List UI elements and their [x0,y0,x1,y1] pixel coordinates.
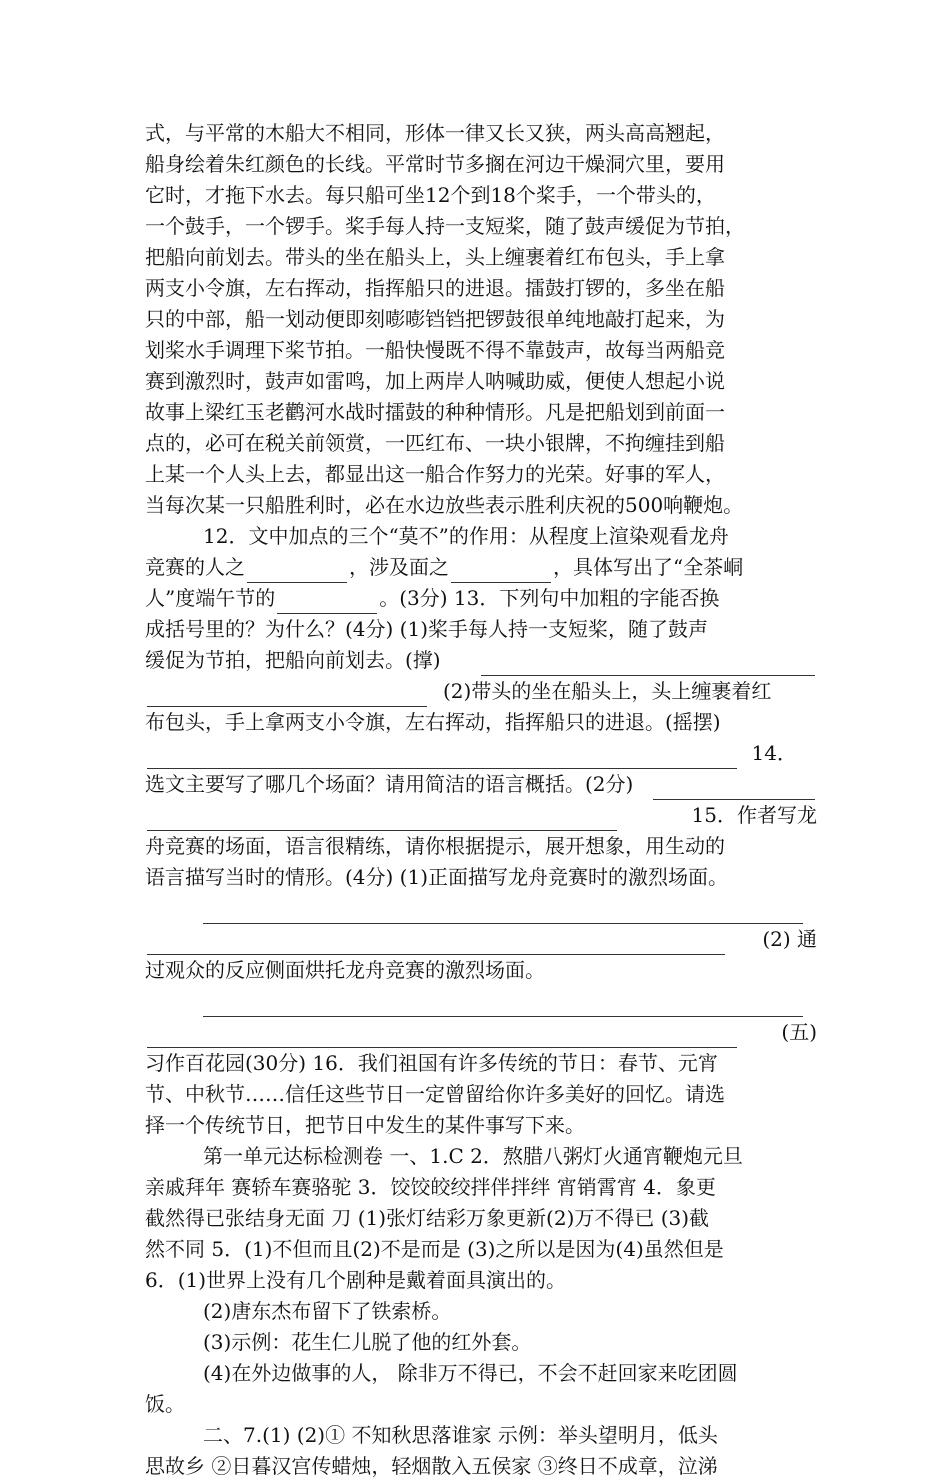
passage-line: 它时，才拖下水去。每只船可坐12个到18个桨手，一个带头的， [145,183,716,207]
answer-blank[interactable] [147,1029,737,1048]
section-5-number: (五) [781,1020,817,1044]
question-12-text: 竞赛的人之 [145,555,245,579]
question-13-line: 布包头，手上拿两支小令旗，左右挥动，指挥船只的进退。(摇摆) [145,710,721,734]
answer-blank[interactable] [147,688,427,707]
answer-key-line: (4)在外边做事的人， 除非万不得已，不会不赶回家来吃团圆 [203,1361,738,1385]
question-16-line: 择一个传统节日，把节日中发生的某件事写下来。 [145,1113,585,1137]
answer-blank[interactable] [147,936,725,955]
passage-line: 上某一个人头上去，都显出这一船合作努力的光荣。好事的军人， [145,462,725,486]
answer-key-line: 第一单元达标检测卷 一、1.C 2．熬腊八粥灯火通宵鞭炮元旦 [203,1144,743,1168]
question-15-line: 舟竞赛的场面，语言很精练，请你根据提示，展开想象，用生动的 [145,834,725,858]
passage-line: 船身绘着朱红颜色的长线。平常时节多搁在河边干燥洞穴里，要用 [145,152,725,176]
question-15-line [145,924,817,955]
question-12-text: 人”度端午节的 [145,586,276,610]
answer-key-line: 然不同 5．(1)不但而且(2)不是而是 (3)之所以是因为(4)虽然但是 [145,1237,724,1261]
question-12-text: 。(3分) 13．下列句中加粗的字能否换 [379,586,720,610]
answer-blank[interactable] [147,812,617,831]
question-14-number: 14． [751,741,797,765]
question-16-line: 习作百花园(30分) 16．我们祖国有许多传统的节日：春节、元宵 [145,1051,718,1075]
answer-blank[interactable] [481,657,815,676]
question-12-line [145,583,817,614]
passage-line: 当每次某一只船胜利时，必在水边放些表示胜利庆祝的500响鞭炮。 [145,493,744,517]
answer-key-line: 截然得已张结身无面 刀 (1)张灯结彩万象更新(2)万不得已 (3)截 [145,1206,710,1230]
answer-key-line: 6．(1)世界上没有几个剧种是戴着面具演出的。 [145,1268,567,1292]
question-13-line: 成括号里的？为什么？(4分) (1)桨手每人持一支短桨，随了鼓声 [145,617,709,641]
question-15-text: (2) 通 [762,927,817,951]
answer-blank[interactable] [203,905,803,924]
question-12-text: ，具体写出了“全茶峒 [553,555,744,579]
passage-line: 式，与平常的木船大不相同，形体一律又长又狭，两头高高翘起， [145,121,725,145]
answer-blank[interactable] [451,564,551,583]
question-13-text: (2)带头的坐在船头上，头上缠裹着红 [443,679,772,703]
question-14-line [145,769,817,800]
question-14-text: 选文主要写了哪几个场面？请用简洁的语言概括。(2分) [145,772,634,796]
passage-line: 把船向前划去。带头的坐在船头上，头上缠裹着红布包头，手上拿 [145,245,725,269]
passage-line: 赛到激烈时，鼓声如雷鸣，加上两岸人呐喊助威，便使人想起小说 [145,369,725,393]
question-14-line [145,800,817,831]
answer-blank[interactable] [277,595,377,614]
answer-blank[interactable] [203,998,803,1017]
answer-blank[interactable] [653,781,815,800]
question-15-line [145,1017,817,1048]
question-13-line [145,738,817,769]
passage-line: 故事上梁红玉老鹳河水战时擂鼓的种种情形。凡是把船划到前面一 [145,400,725,424]
passage-line: 一个鼓手，一个锣手。桨手每人持一支短桨，随了鼓声缓促为节拍， [145,214,745,238]
question-15-line [145,986,817,1017]
answer-blank[interactable] [147,750,737,769]
question-15-number: 15．作者写龙 [691,803,817,827]
answer-blank[interactable] [247,564,347,583]
question-12-line: 12．文中加点的三个“莫不”的作用：从程度上渲染观看龙舟 [203,524,729,548]
question-15-line [145,893,817,924]
passage-line: 两支小令旗，左右挥动，指挥船只的进退。擂鼓打锣的，多坐在船 [145,276,725,300]
answer-key-line: 亲戚拜年 赛轿车赛骆驼 3．饺饺皎绞拌伴拌绊 宵销霄宵 4．象更 [145,1175,716,1199]
passage-line: 划桨水手调理下桨节拍。一船快慢既不得不靠鼓声，故每当两船竞 [145,338,725,362]
question-12-line [145,552,817,583]
passage-line: 只的中部，船一划动便即刻嘭嘭铛铛把锣鼓很单纯地敲打起来，为 [145,307,725,331]
question-13-line [145,645,817,676]
question-12-text: ，涉及面之 [349,555,449,579]
question-13-text: 缓促为节拍，把船向前划去。(撑) [145,648,441,672]
question-15-line: 语言描写当时的情形。(4分) (1)正面描写龙舟竞赛时的激烈场面。 [145,865,729,889]
answer-key-line: 思故乡 ②日暮汉宫传蜡烛，轻烟散入五侯家 ③终日不成章，泣涕 [145,1454,718,1478]
question-15-line: 过观众的反应侧面烘托龙舟竞赛的激烈场面。 [145,958,545,982]
document-body [145,118,817,1482]
answer-key-line: 二、7.(1) (2)① 不知秋思落谁家 示例：举头望明月，低头 [203,1423,718,1447]
question-13-line [145,676,817,707]
answer-key-line: (3)示例：花生仁儿脱了他的红外套。 [203,1330,532,1354]
answer-key-line: 饭。 [145,1392,185,1416]
question-16-line: 节、中秋节……信任这些节日一定曾留给你许多美好的回忆。请选 [145,1082,725,1106]
passage-line: 点的，必可在税关前领赏，一匹红布、一块小银牌，不拘缠挂到船 [145,431,725,455]
answer-key-line: (2)唐东杰布留下了铁索桥。 [203,1299,452,1323]
